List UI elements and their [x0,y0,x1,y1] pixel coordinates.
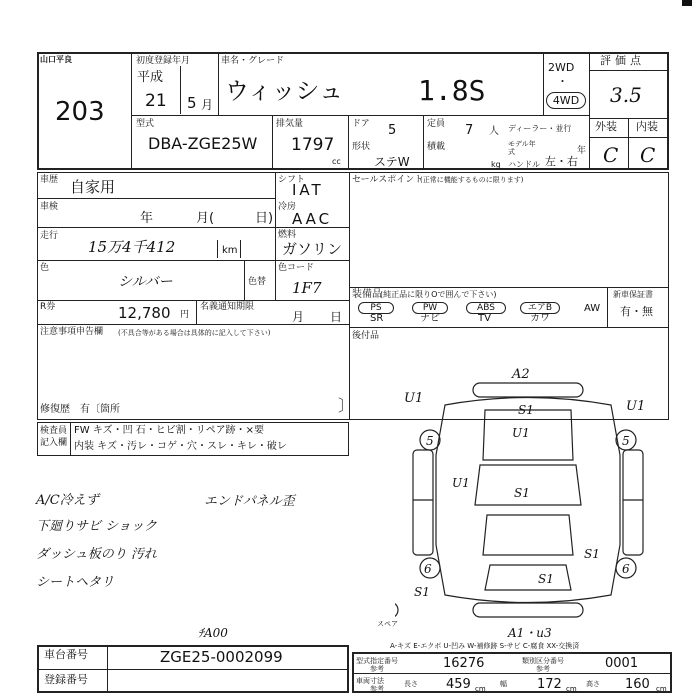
inspection-label: 車検 [40,202,59,212]
width-label: 幅 [500,680,507,688]
reg-month-unit: 月 [201,98,214,112]
score-label: 評価点 [600,54,645,67]
two-wd: 2WD [548,61,575,74]
displacement-unit: cc [332,157,341,166]
sales-point-note: (正常に機能するものに限ります) [420,176,524,184]
warranty-value: 有・無 [620,305,653,318]
chassis-label: 車台番号 [44,648,88,661]
r-ticket-value: 12,780 [118,304,171,322]
equip-airbag: エアB [520,302,560,314]
capacity-unit: 人 [489,126,499,137]
repair-close: 〕 [338,396,355,415]
mark-left-side: U1 [452,476,470,490]
after-fit-label: 後付品 [352,331,380,341]
type-value: 16276 [443,656,485,671]
doors-value: 5 [388,123,397,138]
equip-aw: AW [584,303,601,314]
mark-roof: S1 [514,486,530,500]
equip-abs: ABS [466,302,506,314]
capacity-value: 7 [465,123,474,138]
inspector-label-top: 検査員 [40,426,68,436]
mark-hood-left: S1 [518,403,534,417]
note-2: 下廻りサビ ショック [36,519,157,534]
year-unit: 年 [577,146,587,156]
mark-bottom: A1・u3 [508,626,552,640]
equip-pw: PW [412,302,448,314]
repair-label: 修復歴 [40,404,70,415]
inspector-row2: 内装 キズ・汚レ・コゲ・穴・スレ・キレ・破レ [74,441,287,452]
shift-label: シフト [278,175,306,185]
class-label: 類別区分番号 [522,657,564,665]
load-label: 積載 [427,142,446,152]
mark-wheel-rr: 6 [622,562,630,576]
inspection-day: 日) [255,211,274,226]
lot-number: 203 [55,97,105,127]
inspector-label-bottom: 記入欄 [40,438,68,448]
mark-rear-right: S1 [538,572,554,586]
color-code-value: 1F7 [292,279,322,297]
mileage-value: 15万4千412 [88,238,176,256]
fuel-value: ガソリン [282,240,343,258]
mark-wheel-fl: 5 [426,434,434,448]
history-label: 車歴 [40,175,59,185]
era: 平成 [137,70,164,85]
fuel-label: 燃料 [278,230,297,240]
type-label: 型式指定番号 [356,657,398,665]
equip-sr: SR [370,313,384,324]
handle-value: 左・右 [545,155,578,168]
r-ticket-unit: 円 [180,310,190,320]
mileage-label: 走行 [40,231,59,241]
four-wd: 4WD [546,92,586,109]
equip-navi: ナビ [420,313,440,324]
auction-name: 山口平良 [40,55,72,64]
first-registration-label: 初度登録年月 [136,56,191,66]
color-change-label: 色替 [248,277,267,287]
corner-mark [682,0,692,6]
height-label: 高さ [586,680,600,688]
mark-right-side: S1 [584,547,600,561]
notes-sub: (不具合等がある場合は具体的に記入して下さい) [118,329,271,337]
model-year-label: モデル年式 [508,140,536,156]
inspection-month: 月( [196,211,215,226]
mark-wheel-rl: 6 [424,562,432,576]
doors-label: ドア [352,119,370,129]
grade: 1.8S [418,74,486,107]
chassis-above: ﾁA00 [198,626,228,640]
height-unit: cm [656,685,667,693]
recycle-label: 名義通知期限 [200,302,255,312]
car-name: ウィッシュ [225,77,344,105]
color-code-label: 色コード [278,263,315,273]
mark-rear-left: S1 [414,585,430,599]
class-ref: 参考 [536,665,550,673]
interior-label: 内装 [636,120,658,133]
mark-left-top: U1 [404,391,424,406]
length-unit: cm [475,685,486,693]
mark-wheel-fr: 5 [622,434,630,448]
ac-label: 冷房 [278,202,297,212]
note-1: A/C冷えず [36,493,99,508]
note-4: シートヘタリ [36,575,115,590]
type-ref: 参考 [370,665,384,673]
drive-dot: ・ [557,75,568,88]
displacement-value: 1797 [291,135,335,155]
width-value: 172 [537,677,562,692]
exterior-score: C [603,143,619,167]
note-3: ダッシュ板のり 汚れ [36,547,157,562]
recycle-day: 日 [330,310,343,324]
chassis-value: ZGE25-0002099 [160,648,283,666]
equip-leather: カワ [530,313,550,324]
load-unit: kg [491,160,501,169]
height-value: 160 [625,677,650,692]
mark-right-top: U1 [626,399,646,414]
equip-ps: PS [358,302,394,314]
warranty-label: 新車保証書 [613,290,653,299]
width-unit: cm [566,685,577,693]
length-label: 長さ [404,680,418,688]
model-label: 型式 [136,119,155,129]
ac-value: AAC [292,210,333,228]
equip-tv: TV [478,313,491,324]
damage-legend: A-キズ E-エクボ U-凹み W-補修跡 S-サビ C-腐食 XX-交換済 [390,642,580,650]
shape-label: 形状 [352,142,371,152]
spare-label: スペア [377,620,398,628]
recycle-month: 月 [292,310,305,324]
car-name-label: 車名・グレード [221,56,285,66]
reg-year: 21 [145,91,167,111]
capacity-label: 定員 [427,119,446,129]
exterior-label: 外装 [595,120,617,133]
shape-value: ステW [374,155,410,169]
repair-value: 有〔箇所 [80,404,120,415]
displacement-label: 排気量 [276,119,304,129]
sales-point-label: セールスポイント [352,175,424,185]
engine-note: エンドパネル歪 [204,494,295,509]
size-ref: 参考 [370,685,384,693]
model-value: DBA-ZGE25W [148,134,258,153]
history-value: 自家用 [70,178,116,196]
mark-hood-center: U1 [512,426,530,440]
size-label: 車両寸法 [356,677,384,685]
dealer-label: ディーラー・並行 [508,124,572,133]
color-label: 色 [40,263,50,273]
inspection-year: 年 [140,211,154,226]
handle-label: ハンドル [508,160,540,169]
score-value: 3.5 [610,83,642,107]
mileage-unit: km [222,245,238,256]
shift-value: IAT [292,181,324,199]
notes-label: 注意事項申告欄 [40,327,104,337]
length-value: 459 [446,677,471,692]
registration-label: 登録番号 [44,673,88,686]
class-value: 0001 [605,656,639,671]
color-value: シルバー [118,274,173,290]
interior-score: C [640,143,656,167]
r-ticket-label: R券 [40,302,56,312]
equipment-note: (純正品に限りOで囲んで下さい) [380,290,497,299]
inspector-row1: FW キズ・凹 石・ヒビ割・リペア跡・×要 [74,425,264,436]
reg-month: 5 [187,94,197,112]
mark-top: A2 [512,367,530,382]
equipment-label: 装備品 [352,289,382,300]
